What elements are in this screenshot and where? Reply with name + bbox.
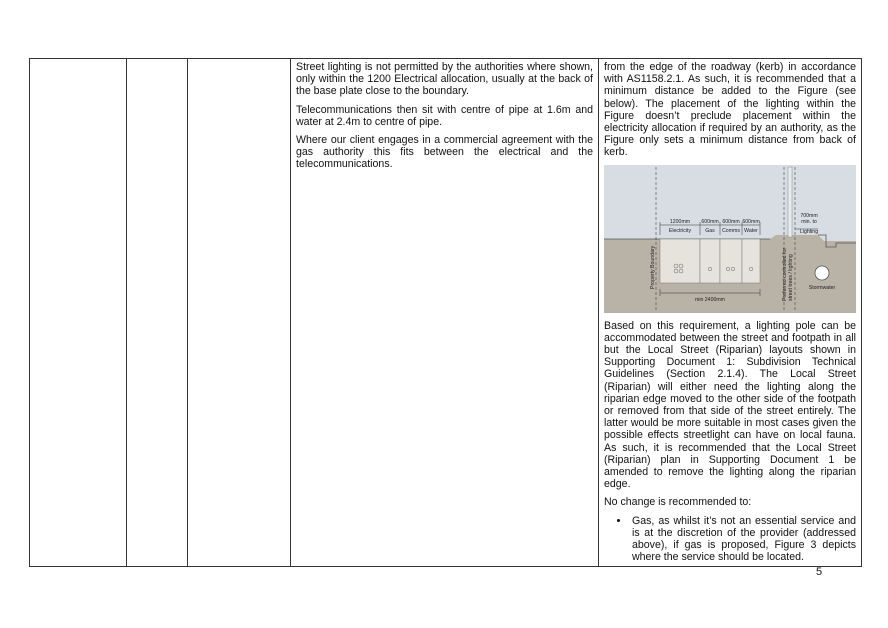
table-cell-comment: [291, 59, 599, 567]
bullet-list: [604, 515, 856, 564]
comments-table: [29, 58, 862, 567]
paragraph: Telecommunications then sit with centre of pipe at 1.6m and water at 2.4m to centre of pipe.: [296, 103, 593, 128]
table-row: [30, 59, 862, 567]
electricity-label: Electricity: [668, 227, 692, 234]
electricity-dimension: 1200mm: [669, 218, 691, 225]
water-label: Water: [744, 227, 758, 234]
preferred-corridor-label-2: street trees / lighting: [788, 253, 794, 301]
gas-label: Gas: [705, 227, 715, 234]
table-cell-response: [599, 59, 862, 567]
table-cell-3: [188, 59, 291, 567]
lighting-pole: [788, 167, 792, 237]
paragraph: No change is recommended to:: [604, 496, 752, 509]
min-width-label: min 2400mm: [695, 296, 725, 303]
paragraph: Based on this requirement, a lighting pole can be accommodated between the street and footpath in all but the Local Street (Riparian) layouts shown in Supporting Document 1: Subdivision Technical Guidelines (Section 2.1.4). The Local Street (Riparian) will either need the lighting along the riparian edge moved to the other side of the footpath or removed from that side of the street entirely. The latter would be more suitable in most cases given the possible effects streetlight can have on local fauna. As such, it is recommended that the Local Street (Riparian) plan in Supporting Document 1 be amended to remove the lighting along the riparian edge.: [604, 319, 856, 491]
table-cell-2: [127, 59, 188, 567]
preferred-corridor-label: Preferred controlled for: [782, 247, 788, 301]
gas-dimension: 600mm: [701, 218, 719, 225]
water-dimension: 600mm: [742, 218, 760, 225]
comms-dimension: 600mm: [722, 218, 740, 225]
lighting-dimension-note: min. to: [801, 218, 817, 225]
table-cell-1: [30, 59, 127, 567]
stormwater-pipe: [815, 266, 829, 280]
paragraph: Where our client engages in a commercial agreement with the gas authority this fits between the electrical and the telecommunications.: [296, 134, 593, 171]
page-number: 5: [816, 566, 823, 578]
lighting-dimension: 700mm: [800, 212, 818, 219]
lighting-label: Lighting: [799, 228, 819, 235]
stormwater-label: Stormwater: [808, 284, 836, 291]
gas-trench: [700, 239, 720, 283]
paragraph: Street lighting is not permitted by the authorities where shown, only within the 1200 Electrical allocation, usually at the back of the base plate close to the boundary.: [296, 61, 593, 98]
paragraph: from the edge of the roadway (kerb) in accordance with AS1158.2.1. As such, it is recommended that a minimum distance be added to the Figure (see below). The placement of the lighting within the Figure doesn’t preclude placement within the electricity allocation if required by an authority, as the Figure only sets a minimum distance from back of kerb.: [604, 61, 856, 159]
services-allocation-figure: [604, 165, 856, 313]
electricity-trench: [660, 239, 700, 283]
property-boundary-label: Property Boundary: [650, 245, 656, 289]
water-trench: [742, 239, 760, 283]
list-item: • Gas, as whilst it’s not an essential service and is at the discretion of the provider (addressed above), if gas is proposed, Figure 3 depicts where the service should be located.: [630, 515, 856, 564]
comms-label: Comms: [722, 227, 740, 234]
comms-trench: [720, 239, 742, 283]
